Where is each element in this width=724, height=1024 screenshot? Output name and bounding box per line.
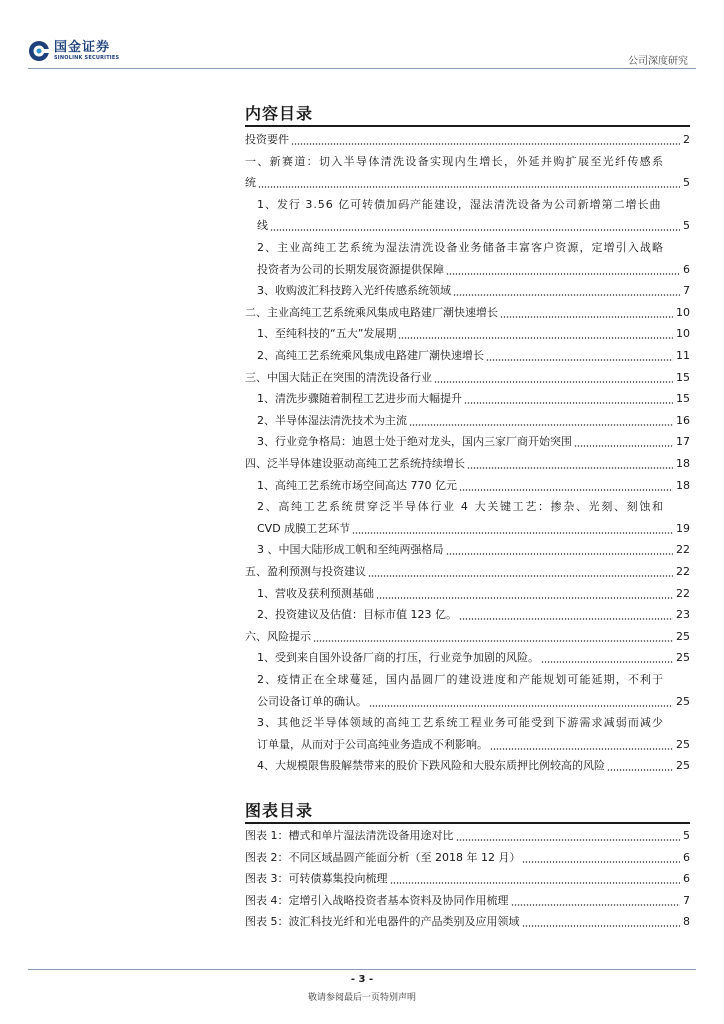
toc-entry-label: 一、新赛道：切入半导体清洗设备实现内生增长，外延并购扩展至光纤传感系 <box>245 154 665 168</box>
figure-entry-label: 图表 2：不同区域晶圆产能面分析（至 2018 年 12 月） <box>245 850 521 864</box>
toc-entry-label: 1、营收及获利预测基础 <box>257 586 374 600</box>
figure-leader-dots <box>456 839 680 841</box>
footer-divider <box>28 969 696 970</box>
toc-entry-label: 公司设备订单的确认。 <box>257 694 367 708</box>
toc-entry <box>245 497 690 517</box>
toc-entry-page: 10 <box>675 303 690 323</box>
toc-entry-label: 4、大规模限售股解禁带来的股价下跌风险和大股东质押比例较高的风险 <box>257 759 605 773</box>
toc-entry-label: 投资要件 <box>245 133 289 146</box>
toc-leader-dots <box>500 316 673 318</box>
toc-entry-label: 五、盈利预测与投资建议 <box>245 565 366 578</box>
logo-english-name: SINOLINK SECURITIES <box>54 55 120 61</box>
toc-leader-dots <box>352 532 673 534</box>
toc-entry-label: 六、风险提示 <box>245 629 311 643</box>
toc-entry[interactable] <box>245 735 690 755</box>
toc-entry[interactable] <box>245 540 690 560</box>
toc-leader-dots <box>464 402 673 404</box>
toc-entry-label: 1、清洗步骤随着制程工艺进步而大幅提升 <box>257 392 462 406</box>
logo-chinese-name: 国金证券 <box>54 40 111 55</box>
toc-entry[interactable] <box>245 756 690 776</box>
toc-entry-label: 1、受到来自国外设备厂商的打压，行业竞争加剧的风险。 <box>257 651 539 665</box>
toc-entry-label: 1、高纯工艺系统市场空间高达 770 亿元 <box>257 478 457 492</box>
toc-entry-page: 25 <box>675 692 690 712</box>
toc-entry[interactable] <box>245 303 690 323</box>
report-type-label: 公司深度研究 <box>628 56 688 67</box>
toc-entry-page: 5 <box>682 173 690 193</box>
toc-leader-dots <box>486 359 673 361</box>
toc-leader-dots <box>574 445 673 447</box>
toc-entry-page: 25 <box>675 756 690 776</box>
toc-entry-page: 18 <box>675 476 690 496</box>
toc-entry-label: 2、高纯工艺系统乘风集成电路建厂潮快速增长 <box>257 349 484 362</box>
toc-leader-dots <box>446 553 673 555</box>
figure-leader-dots <box>522 925 680 927</box>
toc-entry[interactable] <box>245 216 690 236</box>
toc-entry[interactable] <box>245 346 690 366</box>
toc-entry-page: 19 <box>675 519 690 539</box>
figure-entry-page: 7 <box>682 891 690 911</box>
toc-leader-dots <box>313 640 673 642</box>
toc-entry-page: 17 <box>675 432 690 452</box>
toc-entry[interactable] <box>245 584 690 604</box>
toc-entry[interactable] <box>245 368 690 388</box>
toc-leader-dots <box>369 705 673 707</box>
figure-entry-label: 图表 1：槽式和单片湿法清洗设备用途对比 <box>245 829 454 842</box>
toc-entry <box>245 670 690 690</box>
toc-entry-label: 二、主业高纯工艺系统乘风集成电路建厂潮快速增长 <box>245 305 498 319</box>
toc-entry[interactable] <box>245 648 690 668</box>
toc-entry[interactable] <box>245 173 690 193</box>
figure-entry[interactable] <box>245 848 690 868</box>
toc-entry-label: 四、泛半导体建设驱动高纯工艺系统持续增长 <box>245 457 465 470</box>
toc-entry-label: CVD 成膜工艺环节 <box>257 521 351 535</box>
toc-leader-dots <box>398 337 673 339</box>
toc-entry-label: 1、发行 3.56 亿可转债加码产能建设，湿法清洗设备为公司新增第二增长曲 <box>257 197 662 211</box>
toc-entry-label: 3、行业竞争格局：迪恩士处于绝对龙头，国内三家厂商开始突围 <box>257 435 572 449</box>
toc-leader-dots <box>376 597 673 599</box>
toc-leader-dots <box>446 273 680 275</box>
page-header <box>0 0 724 70</box>
figure-leader-dots <box>390 882 680 884</box>
figure-entry-label: 图表 4：定增引入战略投资者基本资料及协同作用梳理 <box>245 893 509 907</box>
toc-entry-page: 22 <box>675 540 690 560</box>
toc-entry[interactable] <box>245 605 690 625</box>
toc-entry-page: 16 <box>675 411 690 431</box>
toc-entry-label: 1、至纯科技的“五大”发展期 <box>257 327 397 341</box>
toc-entry-label: 2、主业高纯工艺系统为湿法清洗设备业务储备丰富客户资源，定增引入战略 <box>257 241 665 254</box>
figure-leader-dots <box>511 904 680 906</box>
toc-entry <box>245 152 690 172</box>
toc-entry-page: 23 <box>675 605 690 625</box>
toc-entry-label: 2、高纯工艺系统贯穿泛半导体行业 4 大关键工艺：掺杂、光刻、刻蚀和 <box>257 500 665 514</box>
toc-entry[interactable] <box>245 324 690 344</box>
toc-entry[interactable] <box>245 260 690 280</box>
sinolink-logo-icon <box>28 40 50 62</box>
toc-entry-page: 5 <box>682 216 690 236</box>
toc-leader-dots <box>459 489 673 491</box>
toc-entry <box>245 195 690 215</box>
figure-entry-page: 6 <box>682 869 690 889</box>
toc-entry-page: 25 <box>675 648 690 668</box>
toc-entry-label: 3、收购波汇科技跨入光纤传感系统领域 <box>257 284 451 298</box>
figure-leader-dots <box>522 861 680 863</box>
page-number: - 3 - <box>350 974 374 985</box>
toc-entry-page: 22 <box>675 584 690 604</box>
toc-entry[interactable] <box>245 519 690 539</box>
figure-entry-label: 图表 5：波汇科技光纤和光电器件的产品类别及应用领域 <box>245 915 520 929</box>
toc-entry-page: 25 <box>675 627 690 647</box>
figures-title: 图表目录 <box>245 801 314 820</box>
toc-entry[interactable] <box>245 411 690 431</box>
toc-entry[interactable] <box>245 389 690 409</box>
toc-entry <box>245 238 690 258</box>
toc-leader-dots <box>368 575 673 577</box>
toc-leader-dots <box>434 381 673 383</box>
figure-entry-page: 8 <box>682 912 690 932</box>
toc-entry[interactable] <box>245 627 690 647</box>
toc-entry-label: 3、其他泛半导体领域的高纯工艺系统工程业务可能受到下游需求减弱而减少 <box>257 716 665 730</box>
toc-leader-dots <box>490 748 673 750</box>
toc-entry <box>245 713 690 733</box>
figure-entry-label: 图表 3：可转债募集投向梳理 <box>245 872 388 886</box>
toc-entry-page: 25 <box>675 735 690 755</box>
figure-entry-page: 6 <box>682 848 690 868</box>
toc-entry-label: 2、疫情正在全球蔓延，国内晶圆厂的建设进度和产能规划可能延期，不利于 <box>257 673 665 686</box>
toc-title: 内容目录 <box>245 104 314 123</box>
figure-entry[interactable] <box>245 869 690 889</box>
figure-entry[interactable] <box>245 891 690 911</box>
toc-entry-page: 18 <box>675 454 690 474</box>
toc-entry[interactable] <box>245 454 690 474</box>
toc-leader-dots <box>453 294 680 296</box>
toc-entry[interactable] <box>245 281 690 301</box>
toc-entry-label: 投资者为公司的长期发展资源提供保障 <box>257 262 444 276</box>
toc-entry-label: 2、投资建议及估值：目标市值 123 亿。 <box>257 608 457 622</box>
toc-leader-dots <box>607 769 673 771</box>
toc-entry[interactable] <box>245 476 690 496</box>
toc-entry[interactable] <box>245 432 690 452</box>
toc-entry-label: 订单量，从而对于公司高纯业务造成不利影响。 <box>257 737 488 751</box>
toc-leader-dots <box>541 661 673 663</box>
disclaimer-note: 敬请参阅最后一页特别声明 <box>307 993 416 1003</box>
toc-entry[interactable] <box>245 562 690 582</box>
toc-entry[interactable] <box>245 692 690 712</box>
toc-entry-page: 2 <box>682 130 690 150</box>
toc-title-rule <box>245 125 690 127</box>
company-logo <box>28 40 119 62</box>
toc-entry[interactable] <box>245 130 690 150</box>
toc-entry-page: 15 <box>675 389 690 409</box>
toc-entry-label: 3 、中国大陆形成工帆和至纯两强格局 <box>257 543 444 557</box>
toc-leader-dots <box>459 618 673 620</box>
toc-leader-dots <box>291 143 680 145</box>
toc-entry-label: 线 <box>257 219 268 233</box>
toc-entry-label: 2、半导体湿法清洗技术为主流 <box>257 413 407 427</box>
header-divider <box>28 68 696 69</box>
figure-entry[interactable] <box>245 912 690 932</box>
figure-entry[interactable] <box>245 826 690 846</box>
toc-entry-page: 22 <box>675 562 690 582</box>
toc-entry-label: 统 <box>245 176 256 190</box>
figure-entry-page: 5 <box>682 826 690 846</box>
toc-entry-page: 10 <box>675 324 690 344</box>
toc-entry-page: 6 <box>682 260 690 280</box>
toc-entry-label: 三、中国大陆正在突围的清洗设备行业 <box>245 370 432 384</box>
toc-leader-dots <box>467 467 673 469</box>
toc-leader-dots <box>258 186 680 188</box>
toc-leader-dots <box>409 424 673 426</box>
toc-entry-page: 7 <box>682 281 690 301</box>
toc-entry-page: 15 <box>675 368 690 388</box>
toc-entry-page: 11 <box>675 346 690 366</box>
figures-title-rule <box>245 822 690 824</box>
toc-leader-dots <box>270 229 680 231</box>
